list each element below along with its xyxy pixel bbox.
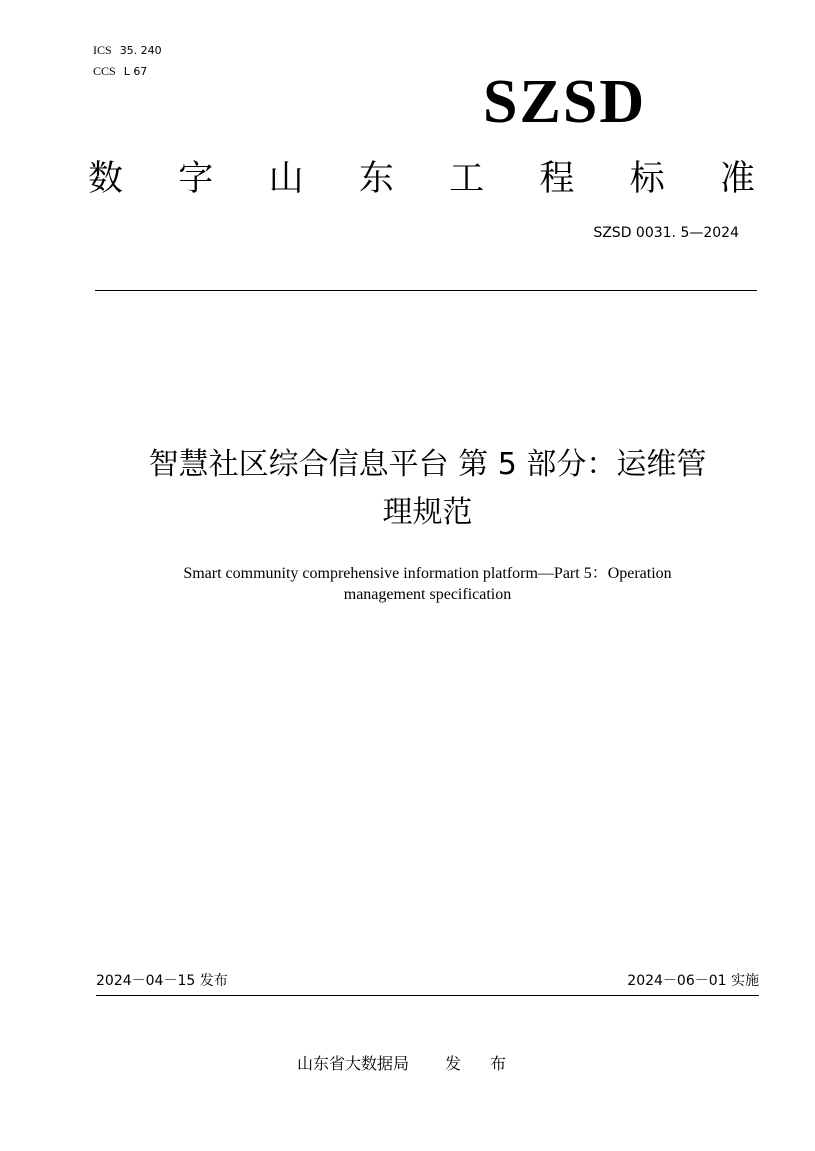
ccs-label: CCS (93, 64, 116, 78)
english-title (110, 563, 745, 605)
header-divider (95, 290, 757, 291)
standard-type-char: 数 (88, 159, 124, 199)
standard-type-char: 东 (358, 159, 394, 199)
standard-type-char: 山 (268, 159, 304, 199)
ics-row (93, 40, 162, 61)
footer-divider (96, 995, 759, 996)
standard-type-heading (88, 154, 755, 204)
ics-value: 35. 240 (119, 44, 162, 57)
publisher-line (0, 1053, 815, 1075)
standard-type-char: 程 (539, 159, 575, 199)
ccs-value: L 67 (123, 65, 148, 78)
ics-label: ICS (93, 43, 112, 57)
szsd-logo: SZSD (483, 68, 647, 136)
standard-type-char: 标 (629, 159, 665, 199)
publisher-name: 山东省大数据局 (296, 1054, 409, 1073)
chinese-title-line-2: 理规范 (382, 495, 473, 530)
release-date: 2024－04－15 发布 (96, 973, 228, 989)
ccs-row (93, 61, 162, 82)
standard-type-char: 工 (449, 159, 485, 199)
classification-codes (93, 40, 162, 82)
chinese-title (80, 441, 775, 537)
english-title-line-2: management specification (343, 586, 512, 603)
publisher-issue: 发 布 (444, 1054, 519, 1073)
standard-type-char: 字 (178, 159, 214, 199)
english-title-line-1: Smart community comprehensive information platform—Part 5：Operation (183, 565, 672, 582)
standard-type-char: 准 (719, 159, 755, 199)
standard-number: SZSD 0031. 5—2024 (593, 225, 739, 241)
chinese-title-line-1: 智慧社区综合信息平台 第 5 部分：运维管 (148, 447, 707, 482)
date-row (96, 970, 759, 992)
implementation-date: 2024－06－01 实施 (627, 973, 759, 989)
